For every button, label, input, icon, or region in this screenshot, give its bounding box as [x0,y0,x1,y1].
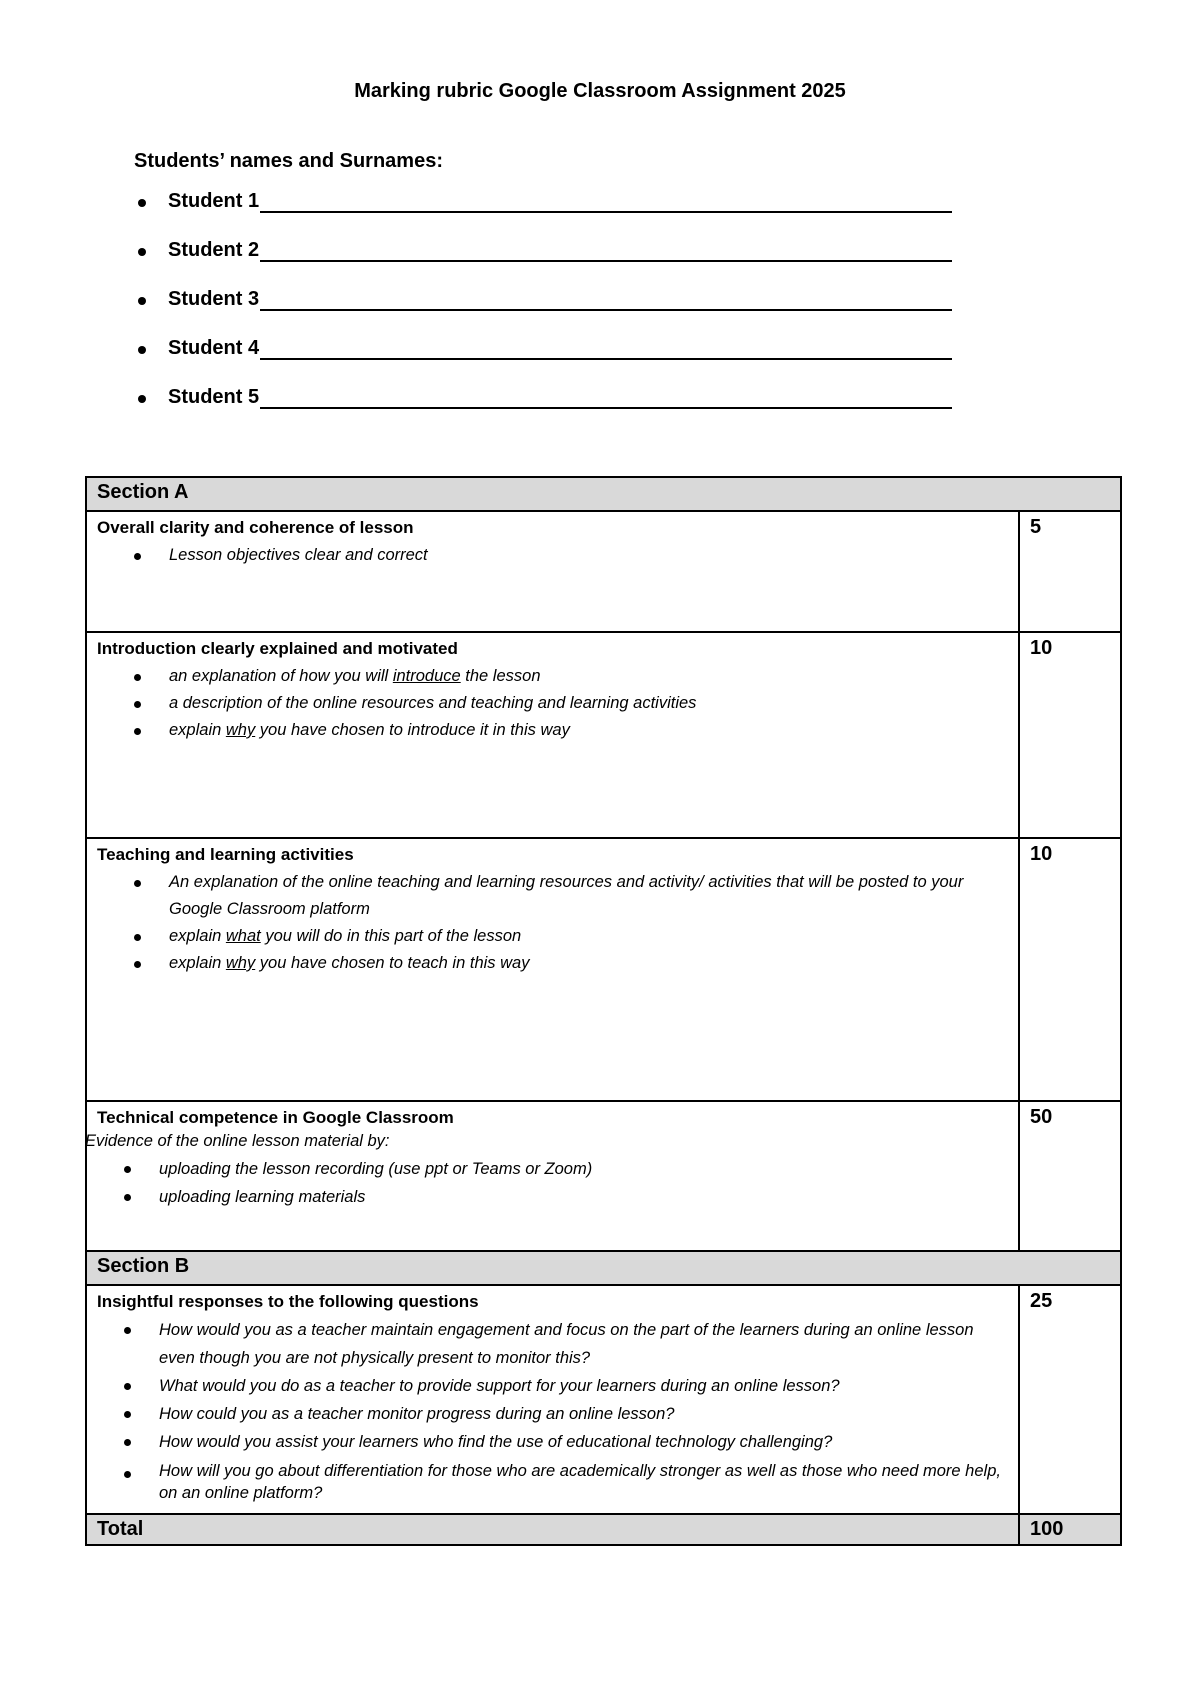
criterion-point: What would you do as a teacher to provide support for your learners during an online lesson? [159,1372,1008,1400]
student-name-field[interactable] [260,190,952,213]
rubric-row [86,838,1121,1101]
bullet-icon [138,248,146,256]
criterion-title: Overall clarity and coherence of lesson [97,518,414,537]
student-row [134,190,952,239]
student-list [134,190,952,435]
section-a-header [86,477,1121,511]
criterion-point: How would you assist your learners who find the use of educational technology challenging? [159,1428,1008,1456]
mark-cell: 10 [1019,632,1121,838]
criterion-cell [86,511,1019,632]
criterion-point: How would you as a teacher maintain engagement and focus on the part of the learners during an online lesson even though you are not physically present to monitor this? [159,1316,1008,1372]
student-row [134,386,952,435]
criterion-point: An explanation of the online teaching and learning resources and activity/ activities that will be posted to your Google Classroom platform [169,869,1008,923]
criterion-points [97,663,1008,744]
student-name-field[interactable] [260,386,952,409]
student-row [134,239,952,288]
criterion-title: Technical competence in Google Classroom [97,1108,454,1127]
section-b-heading: Section B [86,1251,1121,1285]
student-name-field[interactable] [260,239,952,262]
student-name-field[interactable] [260,288,952,311]
criterion-point: How will you go about differentiation for those who are academically stronger as well as those who need more help, on an online platform? [159,1460,1008,1504]
bullet-icon [138,395,146,403]
total-mark: 100 [1019,1514,1121,1545]
criterion-points [97,1155,1008,1211]
criterion-cell [86,632,1019,838]
criterion-point: an explanation of how you will introduce the lesson [169,663,1008,690]
criterion-title: Insightful responses to the following questions [97,1292,479,1311]
section-a-heading: Section A [86,477,1121,511]
criterion-points [97,869,1008,977]
rubric-row [86,511,1121,632]
criterion-point: explain why you have chosen to teach in this way [169,950,1008,977]
total-label: Total [86,1514,1019,1545]
bullet-icon [138,199,146,207]
criterion-point: Lesson objectives clear and correct [169,542,1008,569]
criterion-cell [86,838,1019,1101]
criterion-point: a description of the online resources and teaching and learning activities [169,690,1008,717]
student-row [134,288,952,337]
criterion-point: explain why you have chosen to introduce it in this way [169,717,1008,744]
rubric-row [86,1101,1121,1251]
rubric-table [85,476,1122,1546]
criterion-point: explain what you will do in this part of the lesson [169,923,1008,950]
mark-cell: 10 [1019,838,1121,1101]
criterion-title: Teaching and learning activities [97,845,354,864]
bullet-icon [138,346,146,354]
criterion-cell [86,1101,1019,1251]
bullet-icon [138,297,146,305]
student-name-field[interactable] [260,337,952,360]
student-label: Student 4 [168,337,260,359]
mark-cell: 50 [1019,1101,1121,1251]
student-label: Student 1 [168,190,260,212]
mark-cell: 5 [1019,511,1121,632]
page-title: Marking rubric Google Classroom Assignment 2025 [354,80,846,102]
student-label: Student 2 [168,239,260,261]
criterion-point: uploading learning materials [159,1183,1008,1211]
mark-cell: 25 [1019,1285,1121,1514]
criterion-points [97,1316,1008,1504]
rubric-row [86,1285,1121,1514]
criterion-point: How could you as a teacher monitor progress during an online lesson? [159,1400,1008,1428]
student-row [134,337,952,386]
criterion-point: uploading the lesson recording (use ppt or Teams or Zoom) [159,1155,1008,1183]
criterion-points [97,542,1008,569]
students-label: Students’ names and Surnames: [134,150,443,172]
criterion-evidence: Evidence of the online lesson material by: [85,1132,390,1150]
section-b-header [86,1251,1121,1285]
student-label: Student 5 [168,386,260,408]
criterion-title: Introduction clearly explained and motivated [97,639,458,658]
total-row [86,1514,1121,1545]
criterion-cell [86,1285,1019,1514]
student-label: Student 3 [168,288,260,310]
rubric-row [86,632,1121,838]
